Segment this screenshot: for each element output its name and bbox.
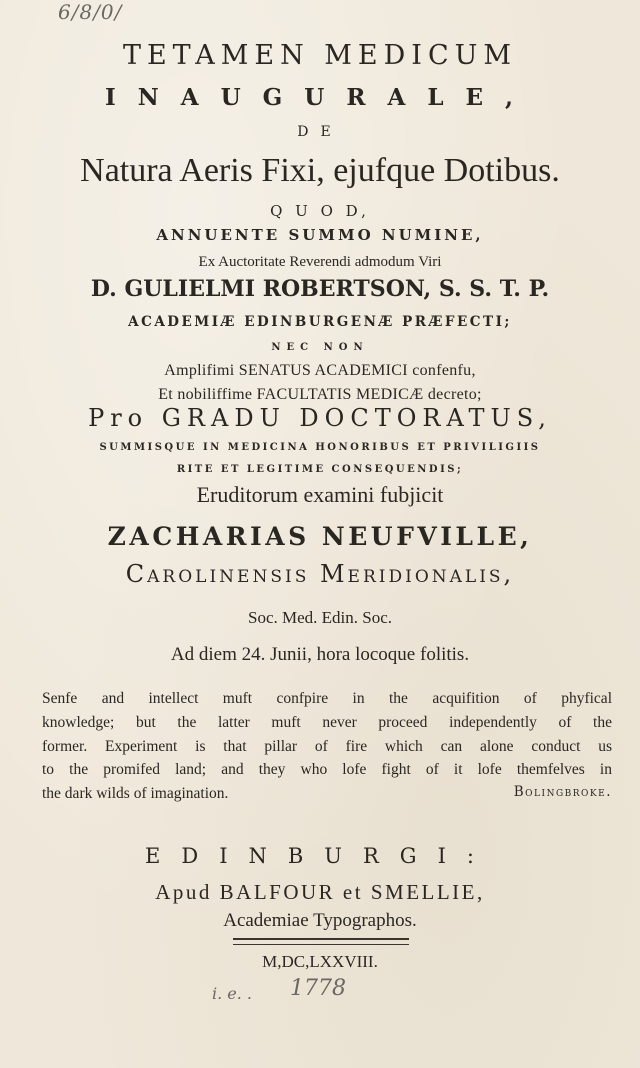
epigraph-line: knowledge; but the latter muft never proceed independently of the	[42, 713, 612, 731]
president-name: D. GULIELMI ROBERTSON, S. S. T. P.	[90, 276, 550, 302]
epigraph-line: to the promifed land; and they who lofe fight of it lofe themfelves in	[42, 761, 612, 779]
title-line-1: TETAMEN MEDICUM	[122, 40, 518, 71]
rite-line: RITE ET LEGITIME CONSEQUENDIS;	[176, 464, 464, 475]
senatus-line: Amplifimi SENATUS ACADEMICI confenfu,	[164, 362, 476, 379]
author-origin: Carolinensis Meridionalis,	[125, 560, 515, 588]
summisque-line: SUMMISQUE IN MEDICINA HONORIBUS ET PRIVILIGIIS	[99, 442, 541, 453]
imprint-printers: Apud BALFOUR et SMELLIE,	[155, 880, 485, 904]
title-line-2: INAUGURALE,	[104, 84, 536, 111]
eruditorum-line: Eruditorum examini fubjicit	[196, 482, 444, 507]
title-line-3: DE	[297, 124, 343, 140]
epigraph-line: Senfe and intellect muft confpire in the acquifition of phyfical	[42, 690, 612, 707]
imprint-city: EDINBURGI:	[145, 844, 495, 868]
epigraph-line: the dark wilds of imagination.	[42, 785, 229, 803]
printers-rule	[233, 938, 409, 945]
author-name: ZACHARIAS NEUFVILLE,	[107, 522, 533, 551]
society-line: Soc. Med. Edin. Soc.	[247, 608, 393, 627]
imprint-typographos: Academiae Typographos.	[223, 910, 417, 931]
date-line: Ad diem 24. Junii, hora locoque folitis.	[170, 644, 470, 665]
academiae-line: ACADEMIÆ EDINBURGENÆ PRÆFECTI;	[128, 314, 512, 330]
facultatis-line: Et nobiliffime FACULTATIS MEDICÆ decreto;	[158, 386, 482, 403]
handwritten-note: i. e. .	[212, 984, 253, 1003]
epigraph-line: former. Experiment is that pillar of fire which can alone conduct us	[42, 737, 612, 755]
epigraph-attribution: Bolingbroke.	[513, 784, 612, 800]
nec-non-line: NEC NON	[271, 342, 369, 353]
quod-line: Q U O D,	[270, 202, 370, 220]
handwritten-shelfmark: 6/8/0/	[58, 0, 123, 24]
annuente-line: ANNUENTE SUMMO NUMINE,	[156, 226, 484, 244]
imprint-date: M,DC,LXXVIII.	[262, 952, 378, 971]
pro-gradu-line: Pro GRADU DOCTORATUS,	[88, 404, 552, 432]
auctoritate-line: Ex Auctoritate Reverendi admodum Viri	[198, 254, 442, 270]
handwritten-year: 1778	[290, 976, 346, 1001]
subject-heading: Natura Aeris Fixi, ejufque Dotibus.	[80, 152, 560, 189]
